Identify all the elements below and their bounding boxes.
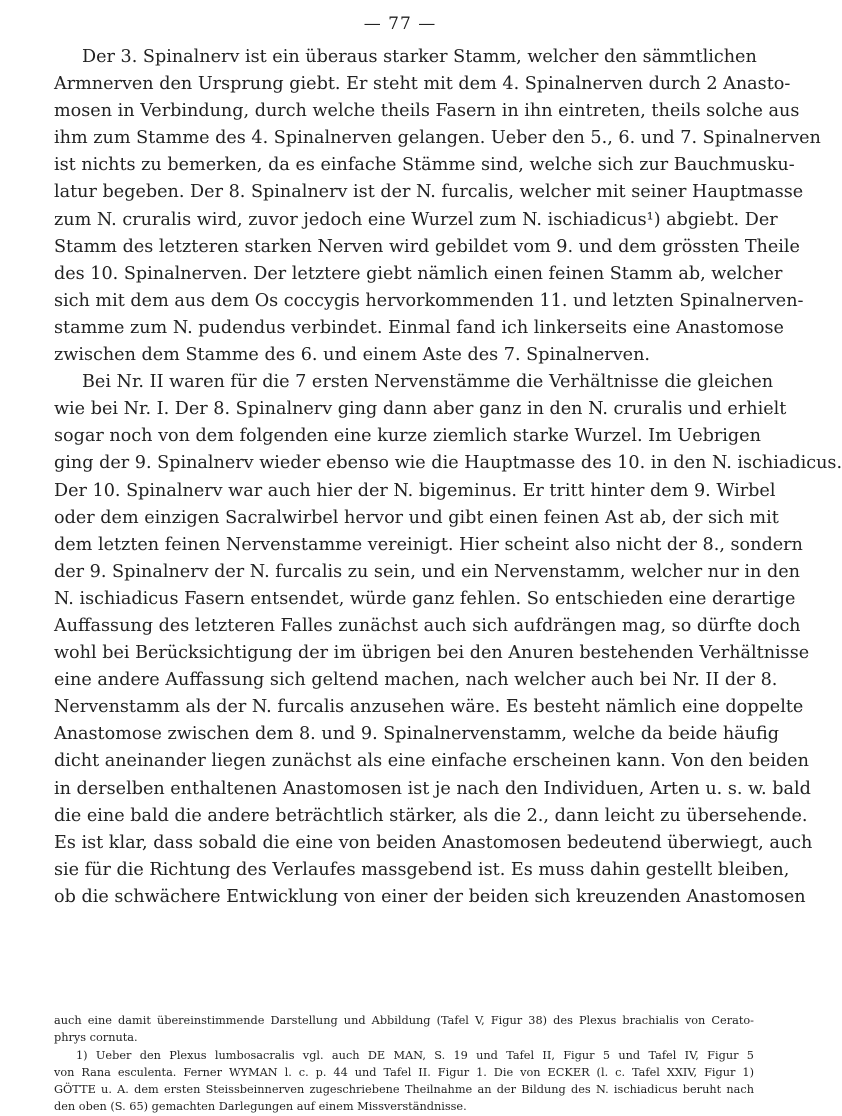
text-line: eine andere Auffassung sich geltend machen, nach welcher auch bei Nr. II der 8.	[54, 670, 778, 691]
text-line: dicht aneinander liegen zunächst als eine einfache erscheinen kann. Von den beiden	[54, 751, 809, 772]
page-number: — 77 —	[363, 14, 437, 34]
text-line: sie für die Richtung des Verlaufes massgebend ist. Es muss dahin gestellt bleiben,	[54, 859, 790, 880]
text-line: Der 10. Spinalnerv war auch hier der N. bigeminus. Er tritt hinter dem 9. Wirbel	[54, 480, 776, 501]
text-line: dem letzten feinen Nervenstamme vereinigt. Hier scheint also nicht der 8., sondern	[54, 534, 803, 555]
text-line: ob die schwächere Entwicklung von einer der beiden sich kreuzenden Anastomosen	[54, 886, 806, 907]
text-line: stamme zum N. pudendus verbindet. Einmal fand ich linkerseits eine Anastomose	[54, 317, 784, 338]
text-line: mosen in Verbindung, durch welche theils Fasern in ihn eintreten, theils solche aus	[54, 101, 800, 122]
text-line: oder dem einzigen Sacralwirbel hervor und gibt einen feinen Ast ab, der sich mit	[54, 507, 779, 528]
text-line: zum N. cruralis wird, zuvor jedoch eine Wurzel zum N. ischiadicus¹) abgiebt. Der	[54, 209, 778, 230]
text-line: wie bei Nr. I. Der 8. Spinalnerv ging dann aber ganz in den N. cruralis und erhielt	[54, 399, 787, 420]
footnote-line: 1) Ueber den Plexus lumbosacralis vgl. auch DE MAN, S. 19 und Tafel II, Figur 5 und Tafel IV, Figur 5	[76, 1048, 754, 1062]
text-line: zwischen dem Stamme des 6. und einem Aste des 7. Spinalnerven.	[54, 345, 650, 366]
text-line: Armnerven den Ursprung giebt. Er steht mit dem 4. Spinalnerven durch 2 Anasto-	[54, 74, 791, 95]
text-line: wohl bei Berücksichtigung der im übrigen bei den Anuren bestehenden Verhältnisse	[54, 643, 810, 664]
text-line: Es ist klar, dass sobald die eine von beiden Anastomosen bedeutend überwiegt, auch	[54, 832, 813, 853]
text-line: Stamm des letzteren starken Nerven wird gebildet vom 9. und dem grössten Theile	[54, 236, 800, 257]
text-line: ging der 9. Spinalnerv wieder ebenso wie die Hauptmasse des 10. in den N. ischiadicus.	[54, 453, 842, 474]
text-line: N. ischiadicus Fasern entsendet, würde ganz fehlen. So entschieden eine derartige	[54, 588, 796, 609]
body-text	[54, 44, 842, 911]
text-line: des 10. Spinalnerven. Der letztere giebt nämlich einen feinen Stamm ab, welcher	[54, 263, 783, 284]
text-line: sich mit dem aus dem Os coccygis hervorkommenden 11. und letzten Spinalnerven-	[54, 290, 804, 311]
footnote-line: den oben (S. 65) gemachten Darlegungen auf einem Missverständnisse.	[54, 1100, 467, 1114]
text-line: Der 3. Spinalnerv ist ein überaus starker Stamm, welcher den sämmtlichen	[82, 47, 757, 67]
text-line: Bei Nr. II waren für die 7 ersten Nervenstämme die Verhältnisse die gleichen	[82, 372, 774, 393]
text-line: Anastomose zwischen dem 8. und 9. Spinalnervenstamm, welche da beide häufig	[54, 724, 779, 745]
footnote-line: phrys cornuta.	[54, 1031, 138, 1045]
text-line: der 9. Spinalnerv der N. furcalis zu sein, und ein Nervenstamm, welcher nur in den	[54, 561, 800, 582]
text-line: Auffassung des letzteren Falles zunächst auch sich aufdrängen mag, so dürfte doch	[54, 615, 801, 636]
footnote-line: auch eine damit übereinstimmende Darstellung und Abbildung (Tafel V, Figur 38) des Plexus brachialis von Cerato-	[54, 1014, 754, 1027]
footnote-line: GÖTTE u. A. dem ersten Steissbeinnerven zugeschriebene Theilnahme an der Bildung des N. ischiadicus beruht nach	[54, 1083, 754, 1097]
text-line: Nervenstamm als der N. furcalis anzusehen wäre. Es besteht nämlich eine doppelte	[54, 697, 804, 718]
text-line: sogar noch von dem folgenden eine kurze ziemlich starke Wurzel. Im Uebrigen	[54, 426, 761, 447]
text-line: ihm zum Stamme des 4. Spinalnerven gelangen. Ueber den 5., 6. und 7. Spinalnerven	[54, 128, 821, 149]
text-line: die eine bald die andere beträchtlich stärker, als die 2., dann leicht zu übersehende.	[54, 805, 808, 826]
text-line: latur begeben. Der 8. Spinalnerv ist der N. furcalis, welcher mit seiner Hauptmasse	[54, 182, 804, 203]
text-line: in derselben enthaltenen Anastomosen ist je nach den Individuen, Arten u. s. w. bald	[54, 778, 811, 799]
text-line: ist nichts zu bemerken, da es einfache Stämme sind, welche sich zur Bauchmusku-	[54, 155, 795, 176]
footnotes	[54, 1012, 754, 1116]
footnote-line: von Rana esculenta. Ferner WYMAN l. c. p. 44 und Tafel II. Figur 1. Die von ECKER (l. c. Tafel XXIV, Figur 1)	[54, 1065, 754, 1079]
